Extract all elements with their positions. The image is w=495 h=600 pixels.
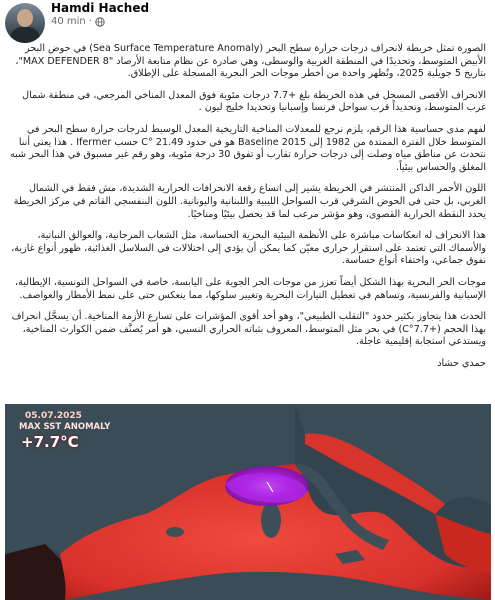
post-paragraph-heatwaves: موجات الحر البحرية بهذا الشكل أيضاً تعزز من موجات الحر الجوية على اليابسة، خاصة في السواحل التونسية، الإيطالية، الإسبانية والفرنسية، وتساهم في تعطيل التيارات البحرية وتغيير سلوكها، مما ينعكس حتى على نمط الأمطار والعواصف.	[15, 276, 486, 301]
avatar-body-shape	[10, 27, 40, 43]
map-anomaly-value: +7.7°C	[21, 433, 79, 451]
meta-separator: ·	[88, 16, 92, 27]
post-signature: حمدي حشاد	[437, 357, 486, 369]
avatar-head-shape	[17, 9, 33, 27]
post-time[interactable]: 40 min	[51, 16, 86, 27]
post-paragraph-conclusion: الحدث هذا يتجاوز بكثير حدود "التقلب الطبيعي"، وهو أحد أقوى المؤشرات على تسارع الأزمة المناخية. أن يسجَّل انحراف بهذا الحجم (+7.7°C) في بحر مثل المتوسط، المعروف بثباته الحراري النسبي، هو أمر يُصنَّف ضمن الكوارث المناخية، ويستدعي استجابة إقليمية عاجلة.	[11, 311, 486, 348]
author-name[interactable]: Hamdi Hached	[51, 1, 150, 15]
post-paragraph-max-anomaly: الانحراف الأقصى المسجل في هذه الخريطة بلغ +7.7 درجات مئوية فوق المعدل المناخي المرجعي، في منطقة شمال غرب المتوسط، وتحديداً قرب سواحل فرنسا وإسبانيا وتحديدا خليج ليون .	[22, 89, 486, 114]
balearic-land	[166, 527, 184, 537]
post-paragraph-colors: اللون الأحمر الداكن المنتشر في الخريطة يشير إلى اتساع رقعة الانحرافات الحرارية الشديدة، مش فقط في الشمال الغربي، بل حتى في الحوض الشرقي قرب السواحل الليبية واللبنانية واليونانية. اللون البنفسجي القاتم في مركز الخريطة يحدد النقطة الحرارية القصوى، وهو مؤشر مرعب لما قد يحصل بيئيًا ومناخيًا.	[13, 183, 486, 220]
sst-anomaly-map-image[interactable]	[5, 404, 491, 600]
post-meta	[51, 16, 105, 27]
sardinia-land	[261, 502, 281, 538]
map-label: MAX SST ANOMALY	[19, 422, 111, 432]
post-paragraph-intro: الصورة تمثل خريطة لانحراف درجات حرارة سطح البحر (Sea Surface Temperature Anomaly) في حوض البحر الأبيض المتوسط، وتحديدًا في المنطقة الغربية والوسطى، وهي صادرة عن نظام متابعة الأرصاد "MAX DEFENDER 8"، بتاريخ 5 جويلية 2025، وتُظهر واحدة من أخطر موجات الحر البحرية المسجلة على الإطلاق.	[15, 43, 486, 80]
post-paragraph-baseline: لفهم مدى حساسية هذا الرقم، يلزم نرجع للمعدلات المناخية التاريخية المعدل الوسيط لدرجات حرارة سطح البحر في المتوسط خلال الفترة الممتدة من 1982 إلى Baseline 2015 هو في حدود 21.49 °C حسب Ifermer . هذا يعني أننا نتحدث عن مناطق مياه وصلت إلى درجات حرارة تقارب أو تفوق 30 درجة مئوية، وهو رقم غير مسبوق في هذا البحر شبه المغلق والحساس بيئياً.	[9, 123, 486, 173]
post-body	[8, 43, 486, 370]
author-avatar[interactable]	[5, 3, 45, 43]
post-header	[0, 0, 495, 28]
map-date: 05.07.2025	[25, 411, 82, 421]
globe-icon	[95, 17, 105, 27]
post-paragraph-ecosystems: هذا الانحراف له انعكاسات مباشرة على الأنظمة البيئية البحرية الحساسة، مثل الشعاب المرجانية، والعوالق النباتية، والأسماك التي تعتمد على استقرار حراري معيّن كما يمكن أن يؤدي إلى اختلالات في السلاسل الغذائية، ظهور أنواع غازية، نفوق جماعي، واختفاء أنواع حساسة.	[11, 230, 486, 267]
